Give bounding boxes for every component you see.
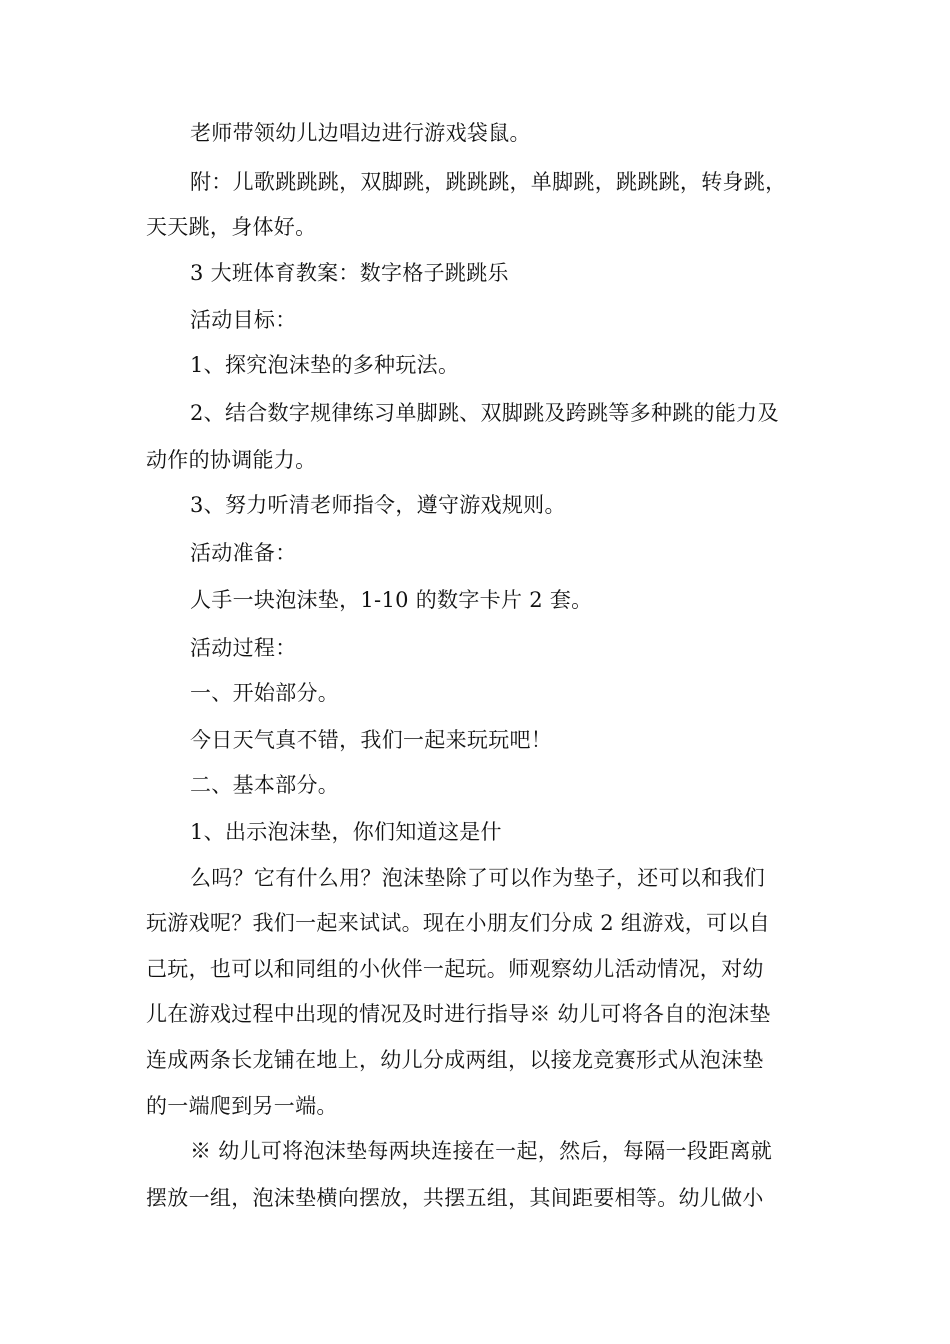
text-line: 天天跳，身体好。 [146, 215, 317, 239]
text-line: 1、出示泡沫垫，你们知道这是什 [190, 820, 502, 844]
text-line: 今日天气真不错，我们一起来玩玩吧！ [190, 728, 553, 752]
text-line: 2、结合数字规律练习单脚跳、双脚跳及跨跳等多种跳的能力及 [190, 401, 779, 425]
text-line: 玩游戏呢？我们一起来试试。现在小朋友们分成 2 组游戏，可以自 [146, 911, 771, 935]
text-line: ※ 幼儿可将泡沫垫每两块连接在一起，然后，每隔一段距离就 [190, 1139, 773, 1163]
subheading-goals: 活动目标： [190, 308, 297, 332]
text-line: 连成两条长龙铺在地上，幼儿分成两组，以接龙竞赛形式从泡沫垫 [146, 1048, 764, 1072]
text-line: 一、开始部分。 [190, 681, 340, 705]
text-line: 儿在游戏过程中出现的情况及时进行指导※ 幼儿可将各自的泡沫垫 [146, 1002, 771, 1026]
text-line: 1、探究泡沫垫的多种玩法。 [190, 353, 460, 377]
section-heading: 3 大班体育教案：数字格子跳跳乐 [190, 261, 509, 285]
text-line: 己玩，也可以和同组的小伙伴一起玩。师观察幼儿活动情况，对幼 [146, 957, 764, 981]
text-line: 二、基本部分。 [190, 773, 340, 797]
text-line: 附：儿歌跳跳跳，双脚跳，跳跳跳，单脚跳，跳跳跳，转身跳， [190, 170, 787, 194]
text-line: 么吗？它有什么用？泡沫垫除了可以作为垫子，还可以和我们 [190, 866, 766, 890]
subheading-preparation: 活动准备： [190, 541, 297, 565]
text-line: 3、努力听清老师指令，遵守游戏规则。 [190, 493, 566, 517]
text-line: 摆放一组，泡沫垫横向摆放，共摆五组，其间距要相等。幼儿做小 [146, 1186, 764, 1210]
subheading-process: 活动过程： [190, 636, 297, 660]
text-line: 老师带领幼儿边唱边进行游戏袋鼠。 [190, 121, 531, 145]
text-line: 人手一块泡沫垫，1-10 的数字卡片 2 套。 [190, 588, 593, 612]
text-line: 动作的协调能力。 [146, 448, 317, 472]
text-line: 的一端爬到另一端。 [146, 1094, 338, 1118]
